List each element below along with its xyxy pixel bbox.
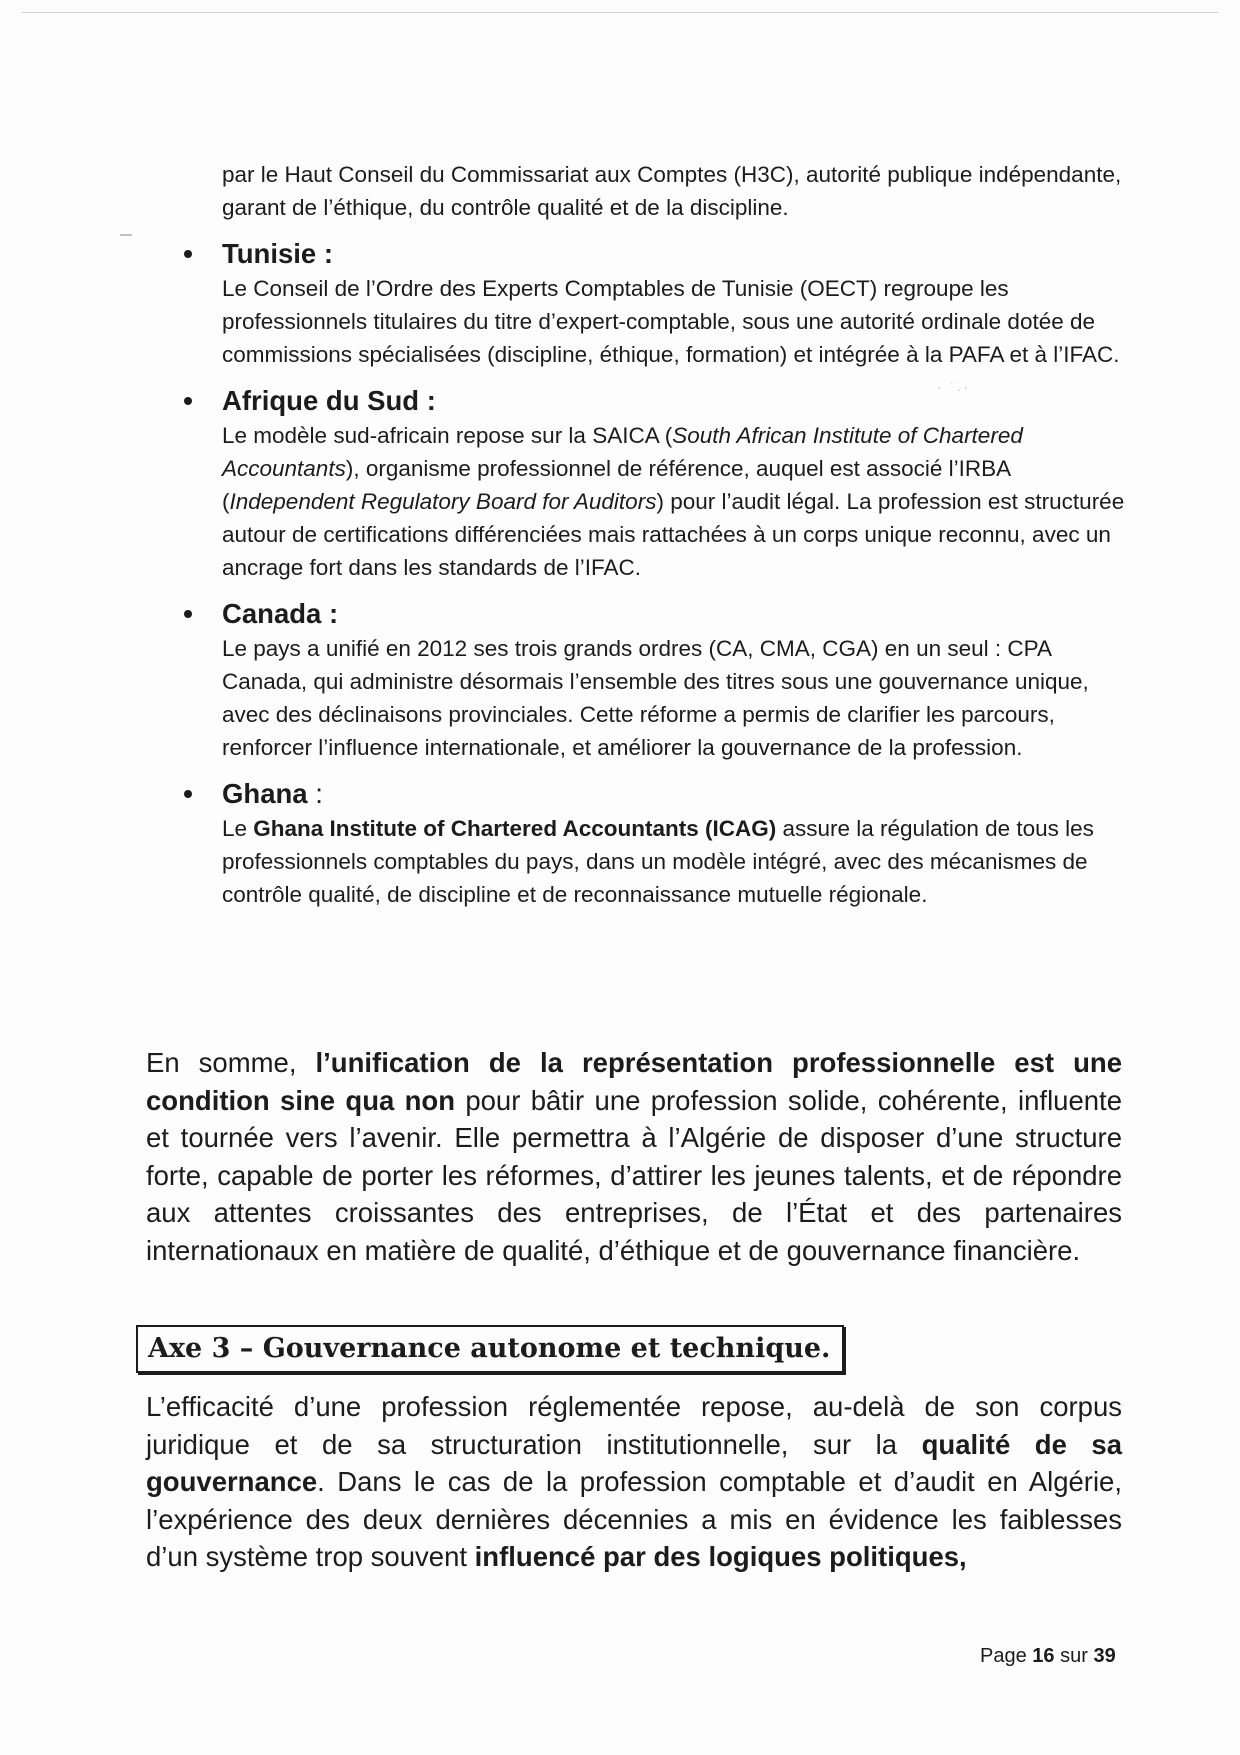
list-item-canada (184, 596, 1134, 764)
axe-3-paragraph (146, 1388, 1122, 1576)
summary-text-part-1: En somme, (146, 1047, 316, 1078)
intro-paragraph: par le Haut Conseil du Commissariat aux Comptes (H3C), autorité publique indépendante, garant de l’éthique, du contrôle qualité et de la discipline. (222, 162, 1122, 220)
icag-full-name: Ghana Institute of Chartered Accountants (ICAG) (253, 816, 777, 841)
scan-artifact-speck: · ˙.· (937, 380, 971, 394)
ghana-title (222, 776, 1134, 812)
page-label: Page (980, 1645, 1027, 1667)
ghana-title-name: Ghana (222, 778, 308, 809)
scan-artifact-mark (120, 234, 132, 236)
saica-full-name: South African Institute of Chartered Accountants (222, 423, 1023, 481)
page-top-rule (22, 12, 1218, 13)
page-of-label: sur (1060, 1645, 1088, 1667)
afrique-text-part-1: Le modèle sud-africain repose sur la SAICA ( (222, 423, 673, 448)
page-number: 16 (1032, 1645, 1055, 1667)
canada-text: Le pays a unifié en 2012 ses trois grands ordres (CA, CMA, CGA) en un seul : CPA Canada, qui administre désormais l’ensemble des titres sous une gouvernance unique, avec des déclinaisons provinciales. Cette réforme a permis de clarifier les parcours, renforcer l’influence internationale, et améliorer la gouvernance de la profession. (222, 636, 1089, 760)
tunisie-text: Le Conseil de l’Ordre des Experts Comptables de Tunisie (OECT) regroupe les professionnels titulaires du titre d’expert-comptable, sous une autorité ordinale dotée de commissions spécialisées (discipline, éthique, formation) et intégrée à la PAFA et à l’IFAC. (222, 276, 1120, 367)
bullet-dot-icon (184, 250, 192, 258)
afrique-text-part-2: ), organisme professionnel de référence, auquel est associé l’IRBA ( (222, 456, 1010, 514)
summary-emphasis: l’unification de la représentation professionnelle est une condition sine qua non (146, 1047, 1122, 1116)
axe-3-text-part-1: L’efficacité d’une profession réglementée repose, au-delà de son corpus juridique et de sa structuration institutionnelle, sur la (146, 1391, 1122, 1460)
afrique-text-part-3: ) pour l’audit légal. La profession est structurée autour de certifications différenciées mais rattachées à un corps unique reconnu, avec un ancrage fort dans les standards de l’IFAC. (222, 489, 1125, 580)
ghana-text-part-1: Le (222, 816, 254, 841)
list-item-ghana (184, 776, 1134, 911)
ghana-text (222, 812, 1134, 911)
axe-3-emphasis-1: qualité de sa gouvernance (146, 1428, 1122, 1497)
afrique-du-sud-text (222, 419, 1134, 584)
summary-paragraph (146, 1044, 1122, 1269)
section-heading-axe-3: Axe 3 – Gouvernance autonome et technique. (148, 1333, 831, 1364)
axe-3-text-part-2: . Dans le cas de la profession comptable et d’audit en Algérie, l’expérience des deux dernières décennies a mis en évidence les faiblesses d’un système trop souvent (146, 1466, 1122, 1572)
list-item-afrique-du-sud (184, 383, 1134, 584)
axe-3-emphasis-2: influencé par des logiques politiques, (474, 1541, 967, 1572)
bullet-dot-icon (184, 610, 192, 618)
section-heading-box (136, 1325, 844, 1373)
irba-full-name: Independent Regulatory Board for Auditors (229, 489, 657, 514)
afrique-du-sud-title: Afrique du Sud : (222, 385, 436, 416)
page-footer (980, 1642, 1116, 1670)
tunisie-title: Tunisie : (222, 238, 334, 269)
ghana-title-suffix: : (307, 778, 323, 809)
bullet-dot-icon (184, 397, 192, 405)
summary-text-part-2: pour bâtir une profession solide, cohérente, influente et tournée vers l’avenir. Elle permettra à l’Algérie de disposer d’une structure forte, capable de porter les réformes, d’attirer les jeunes talents, et de répondre aux attentes croissantes des entreprises, de l’État et des partenaires internationaux en matière de qualité, d’éthique et de gouvernance financière. (146, 1084, 1122, 1266)
list-item-tunisie (184, 236, 1134, 371)
bullet-dot-icon (184, 790, 192, 798)
country-models-list (184, 236, 1134, 923)
ghana-text-part-2: assure la régulation de tous les professionnels comptables du pays, dans un modèle intégré, avec des mécanismes de contrôle qualité, de discipline et de reconnaissance mutuelle régionale. (222, 816, 1094, 907)
canada-title: Canada : (222, 598, 339, 629)
page-total: 39 (1093, 1645, 1116, 1667)
